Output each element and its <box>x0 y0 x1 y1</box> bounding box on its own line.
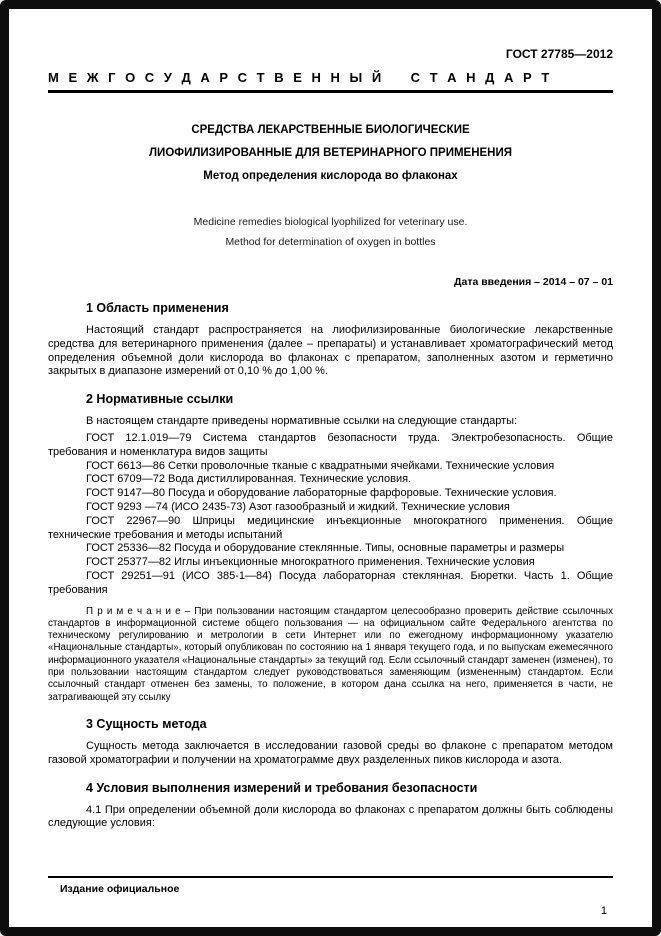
reference-item: ГОСТ 9293 —74 (ИСО 2435-73) Азот газообразный и жидкий. Технические условия <box>86 500 510 513</box>
section-3-heading: 3 Сущность метода <box>86 716 207 731</box>
reference-item: ГОСТ 6613—86 Сетки проволочные тканые с квадратными ячейками. Технические условия <box>86 459 555 472</box>
title-line-1: СРЕДСТВА ЛЕКАРСТВЕННЫЕ БИОЛОГИЧЕСКИЕ <box>191 124 470 136</box>
title-block <box>48 119 613 188</box>
reference-item: ГОСТ 22967—90 Шприцы медицинские инъекционные многократного применения. Общие технические требования и методы испытаний <box>48 514 613 541</box>
section-2-intro: В настоящем стандарте приведены нормативные ссылки на следующие стандарты: <box>86 415 518 428</box>
section-3-paragraph: Сущность метода заключается в исследовании газовой среды во флаконе с препаратом методом газовой хроматографии и получении на хроматограмме двух разделенных пиков кислорода и азота. <box>48 739 613 766</box>
effective-date: Дата введения – 2014 – 07 – 01 <box>454 276 613 288</box>
section-2-heading: 2 Нормативные ссылки <box>86 392 234 407</box>
section-4-paragraph: 4.1 При определении объемной доли кислорода во флаконах с препаратом должны быть соблюдены следующие условия: <box>48 803 613 830</box>
reference-item: ГОСТ 12.1.019—79 Система стандартов безопасности труда. Электробезопасность. Общие требования и номенклатура видов защиты <box>48 431 613 458</box>
footer-rule <box>48 876 613 878</box>
reference-item: ГОСТ 25377—82 Иглы инъекционные многократного применения. Технические условия <box>86 556 535 569</box>
section-4-heading: 4 Условия выполнения измерений и требования безопасности <box>86 780 478 795</box>
page-number: 1 <box>600 905 607 917</box>
english-title-block <box>48 212 613 252</box>
english-title-line-2: Method for determination of oxygen in bottles <box>225 236 436 248</box>
edition-label: Издание официальное <box>60 883 180 895</box>
section-1-heading: 1 Область применения <box>86 301 229 315</box>
reference-item: ГОСТ 29251—91 (ИСО 385-1—84) Посуда лабораторная стеклянная. Бюретки. Часть 1. Общие требования <box>48 569 613 596</box>
footer <box>48 876 613 895</box>
title-line-2: ЛИОФИЛИЗИРОВАННЫЕ ДЛЯ ВЕТЕРИНАРНОГО ПРИМЕНЕНИЯ <box>148 147 513 159</box>
reference-item: ГОСТ 6709—72 Вода дистиллированная. Технические условия. <box>86 473 412 486</box>
section-1-paragraph: Настоящий стандарт распространяется на лиофилизированные биологические лекарственные средства для ветеринарного применения (далее – препараты) и устанавливает хроматографический метод определения объемной доли кислорода во флаконах с препаратом, заполненных азотом и герметично закрытых в диапазоне измерений от 0,10 % до 1,00 %. <box>48 324 613 378</box>
section-2-note: П р и м е ч а н и е – При пользовании настоящим стандартом целесообразно проверить действие ссылочных стандартов в информационной системе общего пользования — на официальном сайте Федерального агентства по техническому регулированию и метрологии в сети Интернет или по ежегодному информационному указателю «Национальные стандарты», который опубликован по состоянию на 1 января текущего года, и по выпускам ежемесячного информационного указателя «Национальные стандарты» за текущий год. Если ссылочный стандарт заменен (изменен), то при пользовании настоящим стандартом следует руководствоваться заменяющим (измененным) стандартом. Если ссылочный стандарт отменен без замены, то положение, в котором дана ссылка на него, применяется в части, не затрагивающей эту ссылку <box>48 605 613 703</box>
english-title-line-1: Medicine remedies biological lyophilized for veterinary use. <box>193 216 468 228</box>
reference-item: ГОСТ 25336—82 Посуда и оборудование стеклянные. Типы, основные параметры и размеры <box>86 542 565 555</box>
reference-item: ГОСТ 9147—80 Посуда и оборудование лабораторные фарфоровые. Технические условия. <box>86 487 557 500</box>
header-rule <box>48 90 613 93</box>
doc-number: ГОСТ 27785—2012 <box>505 47 613 61</box>
standard-kind-title: М Е Ж Г О С У Д А Р С Т В Е Н Н Ы Й С Т А Н Д А Р Т <box>48 70 553 85</box>
title-line-3: Метод определения кислорода во флаконах <box>203 170 458 182</box>
